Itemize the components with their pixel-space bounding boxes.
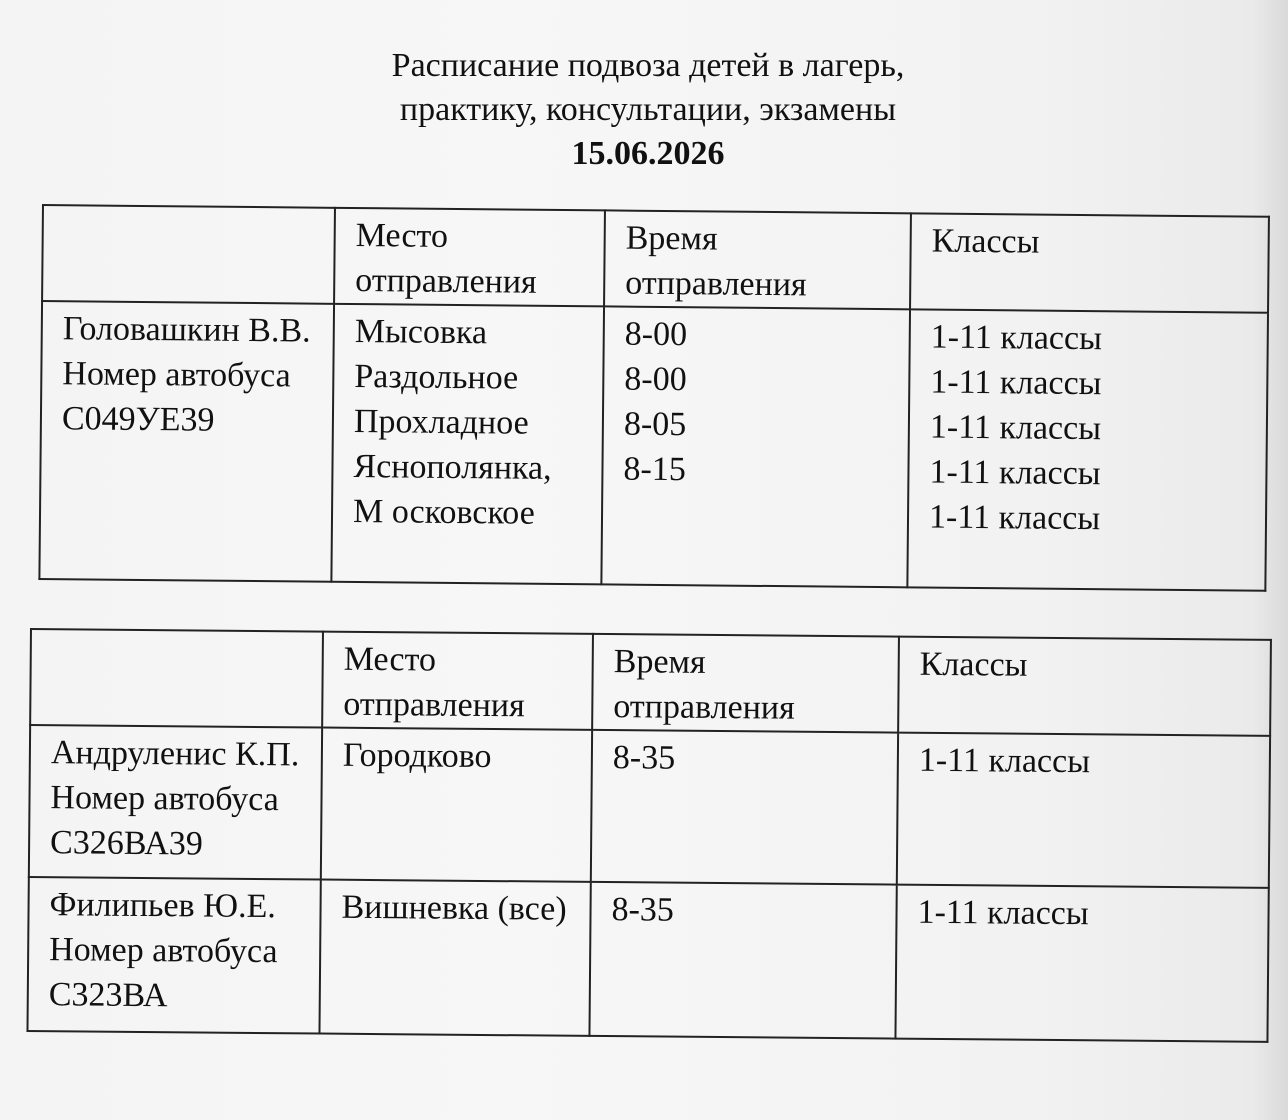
header-classes: Классы: [898, 637, 1271, 736]
classes-cell: [895, 885, 1268, 1042]
time-item: 8-05: [623, 405, 687, 444]
place-item: Вишневка (все): [341, 888, 567, 928]
times-cell: [601, 306, 910, 587]
empty-header-cell: [30, 629, 323, 728]
time-item: 8-00: [624, 360, 687, 399]
bus-label: Номер автобуса: [49, 931, 278, 971]
table-row: [29, 725, 1270, 888]
schedule-date: 15.06.2026: [571, 135, 725, 172]
time-item: 8-15: [623, 450, 686, 489]
table-row: [39, 301, 1268, 591]
place-item: Прохладное: [353, 403, 529, 442]
bus-number: С323ВА: [48, 976, 168, 1015]
classes-item: 1-11 классы: [929, 453, 1101, 493]
empty-header-cell: [42, 205, 335, 304]
time-item: 8-00: [624, 315, 688, 354]
table-header-row: [42, 205, 1269, 313]
driver-name: Головашкин В.В.: [62, 310, 311, 350]
bus-label: Номер автобуса: [62, 355, 291, 395]
header-departure-place: Место отправления: [322, 632, 593, 730]
place-item: М осковское: [352, 493, 535, 532]
classes-cell: [907, 309, 1268, 590]
title-line-1: Расписание подвоза детей в лагерь,: [391, 47, 905, 84]
header-departure-place: Место отправления: [334, 208, 605, 307]
driver-name: Андруленис К.П.: [50, 734, 300, 774]
driver-cell: [39, 301, 334, 582]
classes-item: 1-11 классы: [918, 741, 1091, 781]
classes-item: 1-11 классы: [930, 318, 1103, 358]
header-departure-time: Время отправления: [604, 210, 911, 309]
time-item: 8-35: [611, 891, 675, 929]
document-header: [0, 44, 1288, 176]
header-departure-time: Время отправления: [592, 634, 899, 733]
schedule-table-2: [26, 628, 1271, 1043]
place-item: Мысовка: [354, 313, 488, 352]
places-cell: [331, 304, 604, 585]
bus-number: С049УЕ39: [61, 400, 215, 439]
classes-item: 1-11 классы: [929, 408, 1102, 448]
driver-name: Филипьев Ю.Е.: [49, 886, 277, 926]
header-classes: Классы: [910, 213, 1269, 312]
places-cell: [319, 880, 590, 1036]
bus-label: Номер автобуса: [50, 779, 280, 819]
classes-item: 1-11 классы: [928, 498, 1101, 538]
place-item: Городково: [342, 736, 492, 776]
title-line-2: практику, консультации, экзамены: [399, 91, 897, 128]
times-cell: [589, 882, 896, 1039]
table-header-row: [30, 629, 1271, 736]
table-row: [27, 877, 1268, 1042]
places-cell: [321, 728, 592, 882]
time-item: 8-35: [612, 739, 676, 777]
classes-item: 1-11 классы: [917, 893, 1089, 933]
driver-cell: [27, 877, 320, 1034]
classes-cell: [897, 733, 1270, 888]
bus-number: С326ВА39: [49, 824, 204, 863]
times-cell: [591, 730, 898, 885]
schedule-table-1: [38, 204, 1270, 592]
place-item: Раздольное: [354, 358, 519, 397]
classes-item: 1-11 классы: [930, 363, 1102, 403]
place-item: Яснополянка,: [353, 448, 552, 487]
driver-cell: [29, 725, 322, 880]
